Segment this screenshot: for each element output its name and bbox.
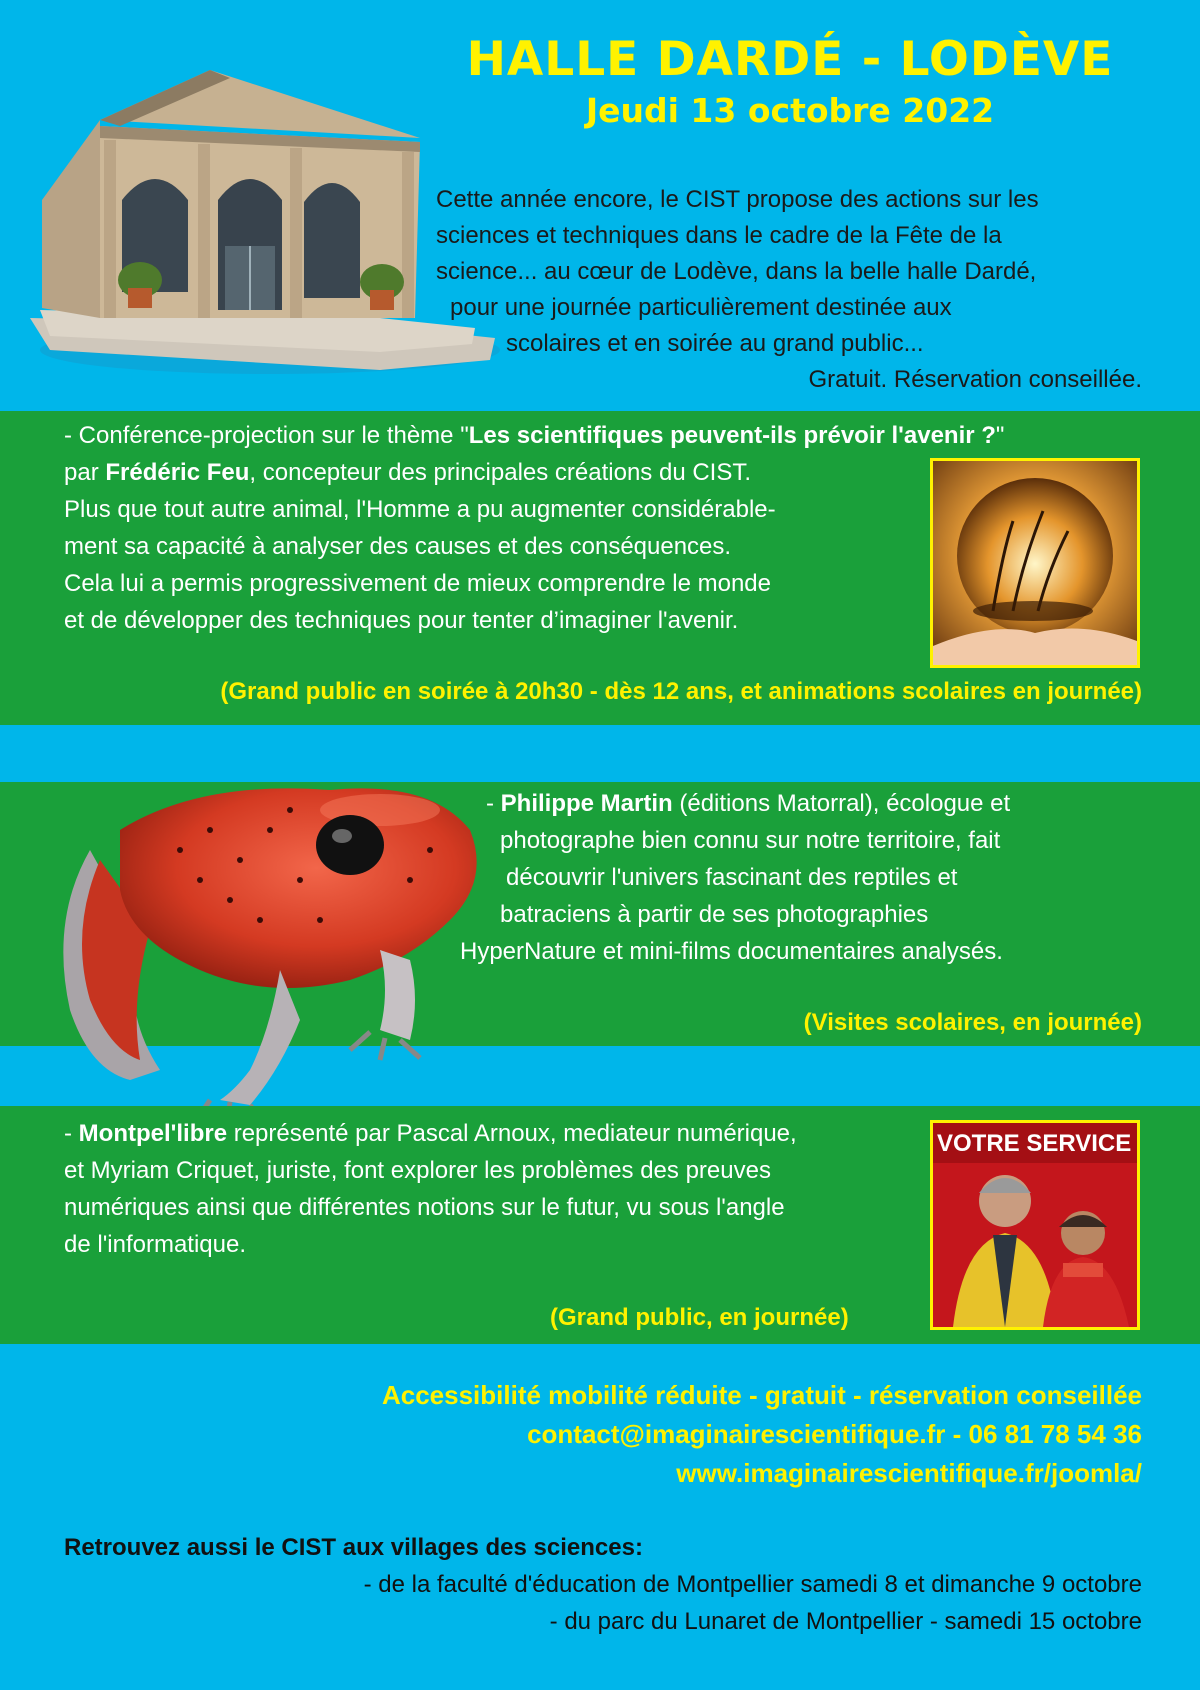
- montpel-representatives: représenté par Pascal Arnoux, mediateur numérique,: [227, 1120, 797, 1147]
- village-item-lunaret: - du parc du Lunaret de Montpellier - samedi 15 octobre: [549, 1608, 1142, 1635]
- intro-line-3: science... au cœur de Lodève, dans la belle halle Dardé,: [436, 258, 1037, 285]
- photo-sign-text: VOTRE SERVICE: [937, 1130, 1132, 1157]
- conference-theme-prefix: - Conférence-projection sur le thème ": [64, 422, 469, 449]
- montpel-line-3: numériques ainsi que différentes notions sur le futur, vu sous l'angle: [64, 1194, 785, 1221]
- conference-audience: (Grand public en soirée à 20h30 - dès 12 ans, et animations scolaires en journée): [220, 678, 1142, 705]
- montpel-libre-portrait-photo: [930, 1120, 1140, 1330]
- red-frog-image: [50, 770, 490, 1120]
- philippe-line-2: photographe bien connu sur notre territoire, fait: [500, 827, 1001, 854]
- montpel-line-1: [64, 1116, 797, 1152]
- philippe-name: Philippe Martin: [500, 790, 673, 817]
- montpel-line-2: et Myriam Criquet, juriste, font explorer les problèmes des preuves: [64, 1157, 771, 1184]
- montpel-audience: (Grand public, en journée): [550, 1304, 849, 1331]
- contact-email-phone[interactable]: contact@imaginairescientifique.fr - 06 81 78 54 36: [527, 1419, 1142, 1449]
- conference-theme-title: Les scientifiques peuvent-ils prévoir l'avenir ?: [468, 422, 996, 449]
- conference-text-line-2: ment sa capacité à analyser des causes et des conséquences.: [64, 533, 732, 560]
- philippe-line-3: découvrir l'univers fascinant des reptiles et: [506, 864, 958, 891]
- accessibility-info: Accessibilité mobilité réduite - gratuit - réservation conseillée: [381, 1380, 1142, 1410]
- page-title: HALLE DARDÉ - LODÈVE: [466, 32, 1114, 87]
- philippe-role: (éditions Matorral), écologue et: [672, 790, 1011, 817]
- conference-speaker-line: [64, 455, 751, 491]
- conference-text-line-4: et de développer des techniques pour tenter d’imaginer l'avenir.: [64, 607, 739, 634]
- intro-line-1: Cette année encore, le CIST propose des actions sur les: [436, 186, 1039, 213]
- conference-theme-line: [64, 418, 1004, 454]
- montpel-line-4: de l'informatique.: [64, 1231, 247, 1258]
- philippe-prefix: -: [486, 790, 501, 817]
- halle-darde-building-image: [20, 60, 500, 380]
- villages-title: Retrouvez aussi le CIST aux villages des sciences:: [64, 1534, 643, 1561]
- conference-speaker-prefix: par: [64, 459, 106, 486]
- conference-text-line-3: Cela lui a permis progressivement de mieux comprendre le monde: [64, 570, 771, 597]
- conference-text-line-1: Plus que tout autre animal, l'Homme a pu augmenter considérable-: [64, 496, 776, 523]
- conference-speaker-role: , concepteur des principales créations du CIST.: [249, 459, 752, 486]
- philippe-line-5: HyperNature et mini-films documentaires analysés.: [460, 938, 1003, 965]
- philippe-line-1: [486, 786, 1010, 822]
- event-date: Jeudi 13 octobre 2022: [585, 91, 995, 130]
- montpel-name: Montpel'libre: [78, 1120, 228, 1147]
- philippe-line-4: batraciens à partir de ses photographies: [500, 901, 929, 928]
- conference-theme-suffix: ": [995, 422, 1005, 449]
- intro-line-5: scolaires et en soirée au grand public...: [506, 330, 924, 357]
- intro-line-4: pour une journée particulièrement destinée aux: [450, 294, 952, 321]
- intro-line-2: sciences et techniques dans le cadre de la Fête de la: [436, 222, 1002, 249]
- village-item-faculte: - de la faculté d'éducation de Montpellier samedi 8 et dimanche 9 octobre: [363, 1571, 1142, 1598]
- montpel-prefix: -: [64, 1120, 79, 1147]
- crystal-ball-photo: [930, 458, 1140, 668]
- intro-line-6: Gratuit. Réservation conseillée.: [808, 366, 1142, 393]
- philippe-audience: (Visites scolaires, en journée): [803, 1009, 1142, 1036]
- conference-speaker-name: Frédéric Feu: [105, 459, 250, 486]
- website-link[interactable]: www.imaginairescientifique.fr/joomla/: [676, 1458, 1142, 1488]
